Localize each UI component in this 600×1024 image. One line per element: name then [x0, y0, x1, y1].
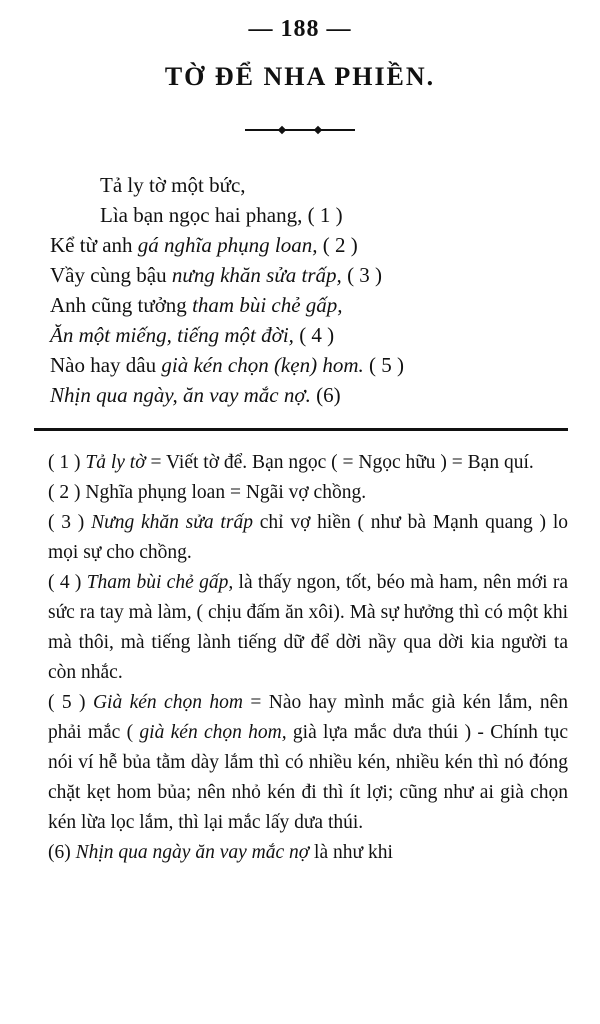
footnote-1: ( 1 ) Tả ly tờ = Viết tờ để. Bạn ngọc ( = Ngọc hữu ) = Bạn quí.: [48, 452, 534, 473]
section-divider: [34, 428, 568, 431]
footnote-4: ( 4 ) Tham bùi chẻ gấp, là thấy ngon, tốt, béo mà ham, nên mới ra sức ra tay mà làm, ( chịu đấm ăn xôi). Mà sự hưởng thì có một khi mà thôi, mà tiếng lành tiếng dữ để dời nầy qua dời kia người ta còn nhắc.: [48, 572, 569, 683]
poem-text: Tả ly tờ một bức,: [100, 173, 246, 197]
poem-line: [0, 320, 600, 350]
poem-text: Nào hay dâu: [50, 353, 162, 377]
poem-line: [0, 170, 600, 200]
footnote-5: ( 5 ) Già kén chọn hom = Nào hay mình mắc già kén lắm, nên phải mắc ( già kén chọn hom, già lựa mắc dưa thúi ) - Chính tục nói ví hễ bủa tằm dày lắm thì có nhiều kén, nhiều kén thì nó đóng chặt kẹt hom bủa; nên nhỏ kén đi thì ít lợi; cũng như ai già chọn kén lừa lọc lắm, thì lại mắc lấy dưa thúi.: [48, 692, 568, 833]
poem-italic: tham bùi chẻ gấp,: [192, 293, 343, 317]
poem-italic: nưng khăn sửa trấp,: [171, 263, 342, 287]
poem-line: [0, 200, 600, 230]
poem-line: [0, 350, 600, 380]
footnote-6: (6) Nhịn qua ngày ăn vay mắc nợ là như khi: [48, 842, 393, 863]
page-title: TỜ ĐỂ NHA PHIỀN.: [164, 62, 436, 91]
poem-ref: (6): [310, 383, 341, 407]
page-number: — 188 —: [248, 16, 352, 42]
poem-text: Kể từ anh: [50, 233, 138, 257]
title-ornament: [0, 122, 600, 138]
poem-italic: Ăn một miếng, tiếng một đời,: [50, 323, 294, 347]
poem-text: Lìa bạn ngọc hai phang, ( 1 ): [100, 203, 343, 227]
poem-ref: ( 5 ): [363, 353, 404, 377]
poem-line: [0, 380, 600, 410]
poem-ref: ( 4 ): [293, 323, 335, 347]
poem-line: [0, 290, 600, 320]
poem-italic: già kén chọn (kẹn) hom.: [161, 353, 364, 377]
poem-italic: gá nghĩa phụng loan,: [137, 233, 318, 257]
footnotes: [48, 448, 568, 868]
poem-text: Vầy cùng bậu: [50, 263, 172, 287]
poem-line: [0, 260, 600, 290]
footnote-3: ( 3 ) Nưng khăn sửa trấp chỉ vợ hiền ( như bà Mạnh quang ) lo mọi sự cho chồng.: [48, 512, 568, 563]
ornament-divider: [245, 129, 355, 131]
poem-line: [0, 230, 600, 260]
poem-ref: ( 2 ): [317, 233, 358, 257]
poem-text: Anh cũng tưởng: [50, 293, 193, 317]
footnote-2: ( 2 ) Nghĩa phụng loan = Ngãi vợ chồng.: [48, 482, 367, 503]
poem-block: [0, 170, 600, 410]
poem-italic: Nhịn qua ngày, ăn vay mắc nợ.: [50, 383, 311, 407]
poem-ref: ( 3 ): [341, 263, 383, 287]
